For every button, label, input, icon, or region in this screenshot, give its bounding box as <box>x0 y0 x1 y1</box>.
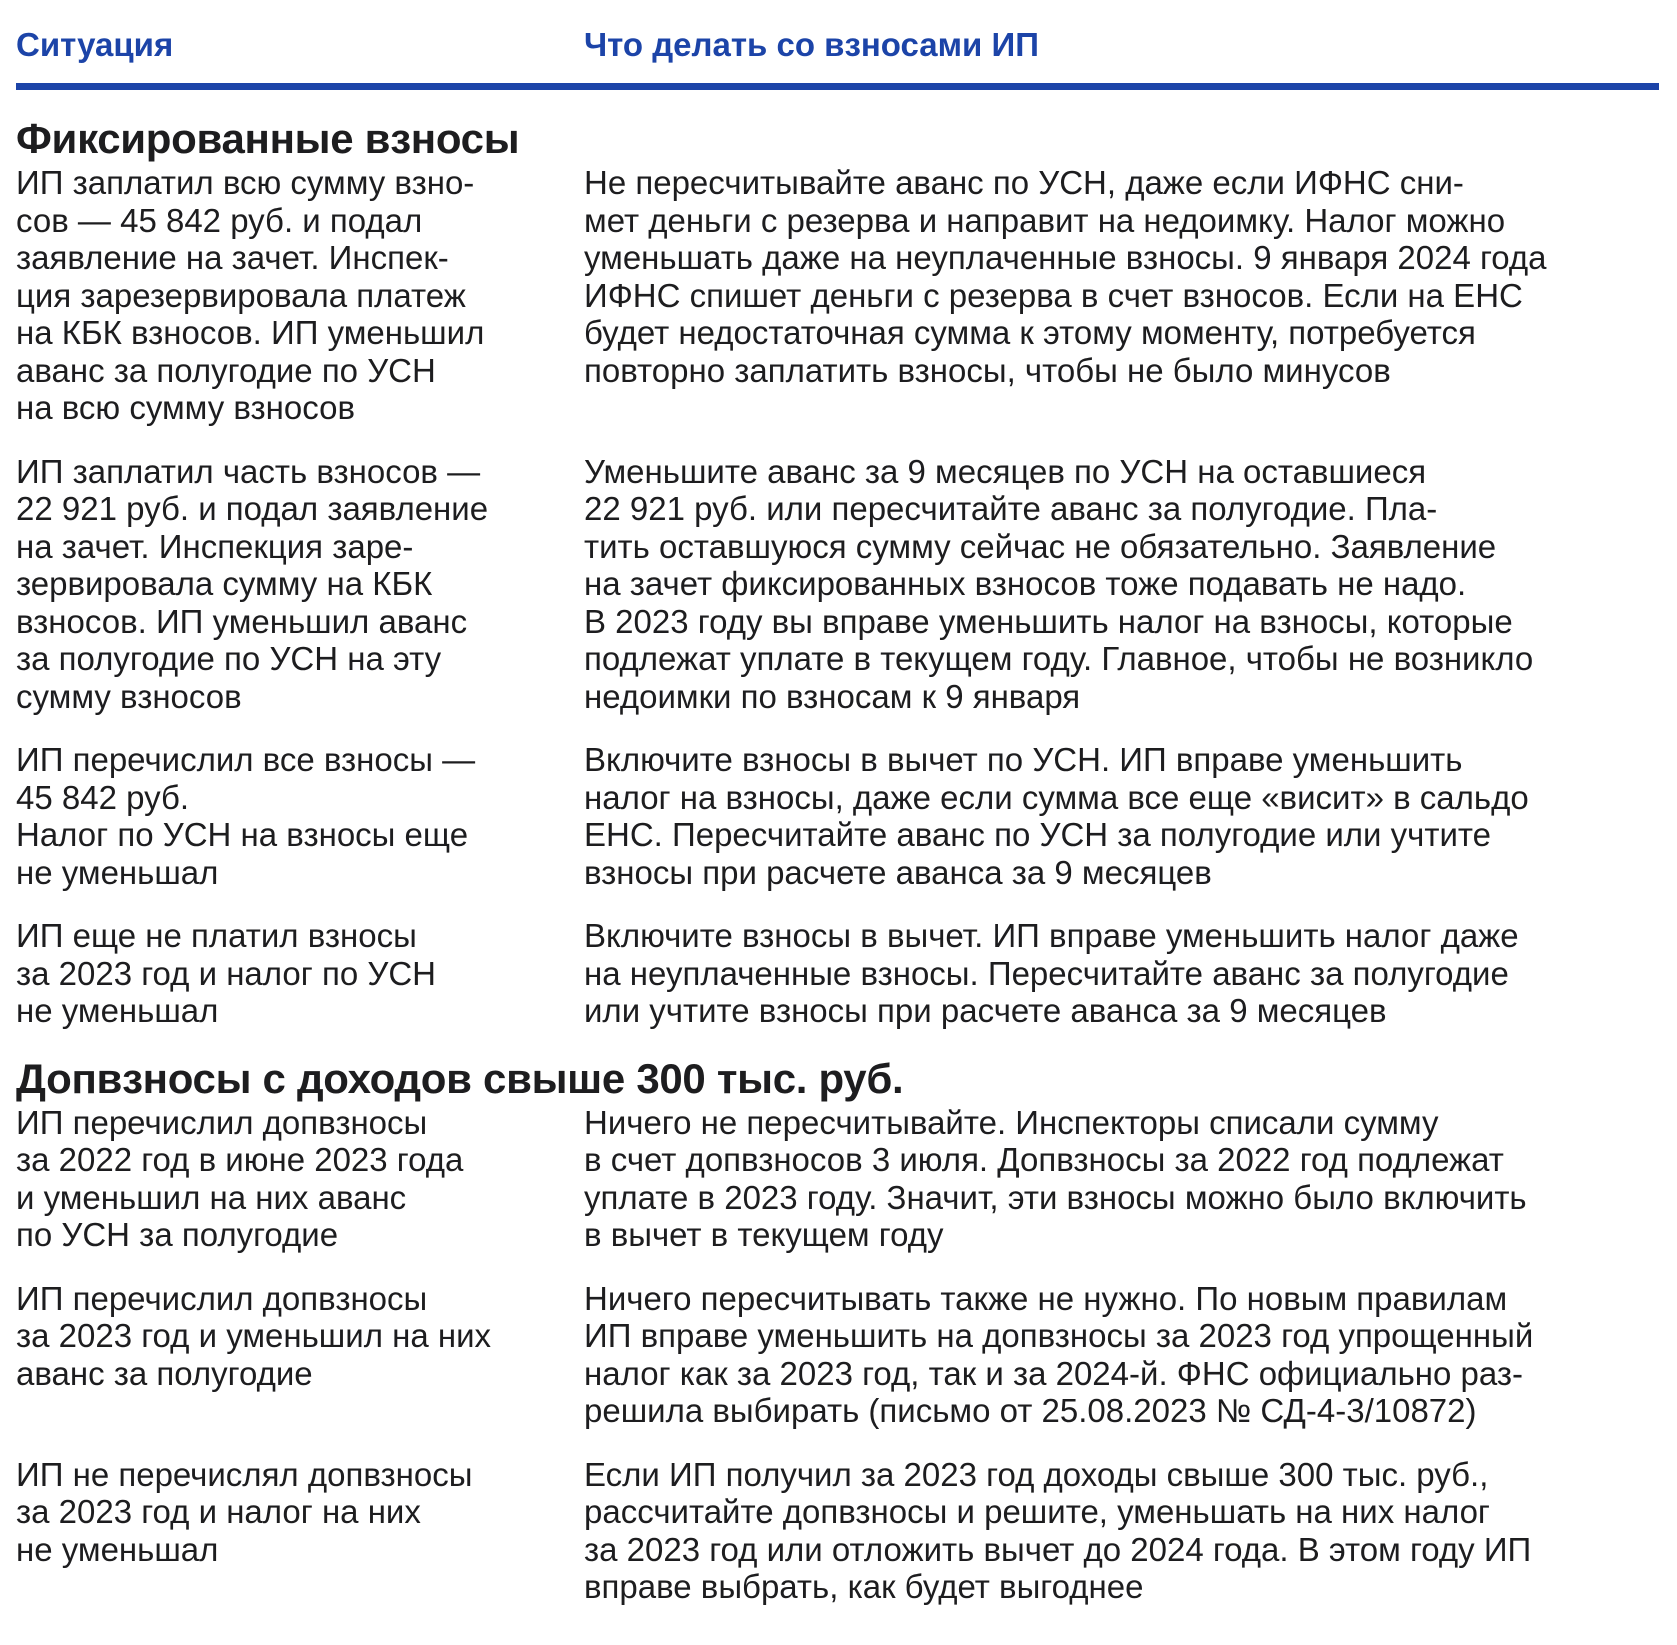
situation-cell: ИП перечислил все взносы — 45 842 руб. Налог по УСН на взносы еще не уменьшал <box>16 741 476 891</box>
table-row <box>16 1104 1659 1254</box>
table-row <box>16 1456 1659 1606</box>
table-row <box>16 1280 1659 1430</box>
action-cell: Ничего не пересчитывайте. Инспекторы списали сумму в счет допвзносов 3 июля. Допвзносы за 2022 год подлежат уплате в 2023 году. Значит, эти взносы можно было включить в вычет в текущем году <box>584 1103 1527 1253</box>
table-row <box>16 453 1659 716</box>
table-row <box>16 164 1659 427</box>
situation-cell: ИП заплатил всю сумму взно- сов — 45 842 руб. и подал заявление на зачет. Инспек- ция зарезервировала платеж на КБК взносов. ИП уменьшил аванс за полугодие по УСН на всю сумму взносов <box>16 164 485 426</box>
section-title-fixed-contributions: Фиксированные взносы <box>16 115 520 162</box>
action-cell: Не пересчитывайте аванс по УСН, даже если ИФНС сни- мет деньги с резерва и направит на недоимку. Налог можно уменьшать даже на неуплаченные взносы. 9 января 2024 года ИФНС спишет деньги с резерва в счет взносов. Если на ЕНС будет недостаточная сумма к этому моменту, потребуется повторно заплатить взносы, чтобы не было минусов <box>584 164 1547 389</box>
situation-cell: ИП заплатил часть взносов — 22 921 руб. и подал заявление на зачет. Инспекция заре- зервировала сумму на КБК взносов. ИП уменьшил аванс за полугодие по УСН на эту сумму взносов <box>16 452 489 715</box>
header-situation: Ситуация <box>16 26 174 63</box>
table-row <box>16 741 1659 891</box>
situation-cell: ИП еще не платил взносы за 2023 год и налог по УСН не уменьшал <box>16 917 436 1029</box>
situation-cell: ИП перечислил допвзносы за 2023 год и уменьшил на них аванс за полугодие <box>16 1279 492 1392</box>
action-cell: Включите взносы в вычет. ИП вправе уменьшить налог даже на неуплаченные взносы. Пересчитайте аванс за полугодие или учтите взносы при расчете аванса за 9 месяцев <box>584 917 1519 1029</box>
action-cell: Если ИП получил за 2023 год доходы свыше 300 тыс. руб., рассчитайте допвзносы и решите, уменьшать на них налог за 2023 год или отложить вычет до 2024 года. В этом году ИП вправе выбрать, как будет выгоднее <box>584 1455 1532 1605</box>
table-row <box>16 917 1659 1030</box>
action-cell: Уменьшите аванс за 9 месяцев по УСН на оставшиеся 22 921 руб. или пересчитайте аванс за полугодие. Пла- тить оставшуюся сумму сейчас не обязательно. Заявление на зачет фиксированных взносов тоже подавать не надо. В 2023 году вы вправе уменьшить налог на взносы, которые подлежат уплате в текущем году. Главное, чтобы не возникло недоимки по взносам к 9 января <box>584 452 1534 715</box>
action-cell: Ничего пересчитывать также не нужно. По новым правилам ИП вправе уменьшить на допвзносы за 2023 год упрощенный налог как за 2023 год, так и за 2024-й. ФНС официально раз- решила выбирать (письмо от 25.08.2023 № СД-4-3/10872) <box>584 1279 1534 1429</box>
action-cell: Включите взносы в вычет по УСН. ИП вправе уменьшить налог на взносы, даже если сумма все еще «висит» в сальдо ЕНС. Пересчитайте аванс по УСН за полугодие или учтите взносы при расчете аванса за 9 месяцев <box>584 741 1529 891</box>
section-title-additional-contributions: Допвзносы с доходов свыше 300 тыс. руб. <box>16 1054 904 1102</box>
situation-cell: ИП перечислил допвзносы за 2022 год в июне 2023 года и уменьшил на них аванс по УСН за полугодие <box>16 1103 464 1253</box>
table-header <box>16 0 1659 90</box>
situation-cell: ИП не перечислял допвзносы за 2023 год и налог на них не уменьшал <box>16 1455 473 1568</box>
header-action: Что делать со взносами ИП <box>584 26 1039 63</box>
